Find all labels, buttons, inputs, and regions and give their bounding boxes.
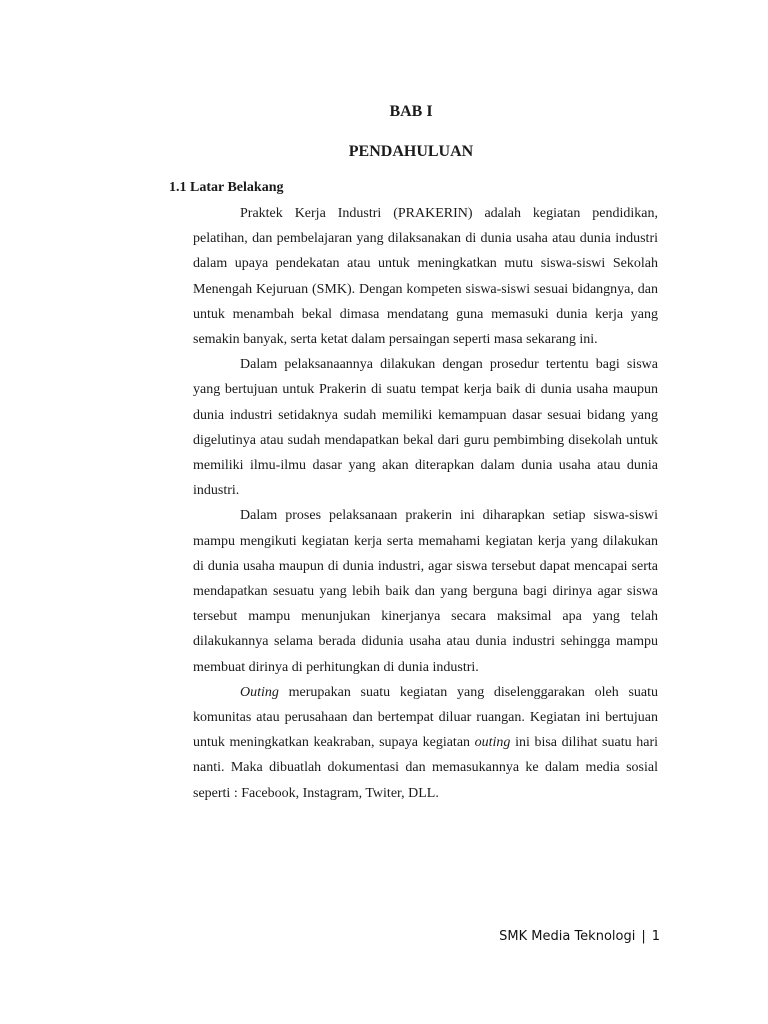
chapter-title: PENDAHULUAN [348,143,474,160]
body-text [193,201,658,806]
footer-separator: | [641,929,646,944]
paragraph-4 [193,680,658,806]
italic-term-outing: Outing [240,684,279,700]
italic-term-outing-2: outing [474,735,511,751]
chapter-number: BAB I [389,103,433,120]
footer-school-name: SMK Media Teknologi [499,929,636,944]
paragraph-4-text-2: ini bisa dilihat suatu hari nanti. Maka dibuatlah dokumentasi dan memasukannya ke dalam media sosial seperti : Facebook, Instagram, Twiter, DLL. [193,735,658,801]
section-heading: 1.1 Latar Belakang [169,180,284,195]
paragraph-3: Dalam proses pelaksanaan prakerin ini diharapkan setiap siswa-siswi mampu mengikuti kegiatan kerja serta memahami kegiatan kerja yang dilakukan di dunia usaha maupun di dunia industri, agar siswa tersebut dapat mencapai serta mendapatkan sesuatu yang lebih baik dan yang berguna bagi dirinya agar siswa tersebut mampu menunjukan kinerjanya secara maksimal apa yang telah dilakukannya selama berada didunia usaha atau dunia industri sehingga mampu membuat dirinya di perhitungkan di dunia industri. [193,508,658,675]
paragraph-4-text-1: merupakan suatu kegiatan yang diselenggarakan oleh suatu komunitas atau perusahaan dan bertempat diluar ruangan. Kegiatan ini bertujuan untuk meningkatkan keakraban, supaya kegiatan [193,684,658,751]
paragraph-2: Dalam pelaksanaannya dilakukan dengan prosedur tertentu bagi siswa yang bertujuan untuk Prakerin di suatu tempat kerja baik di dunia usaha maupun dunia industri setidaknya sudah memiliki kemampuan dasar sesuai bidang yang digelutinya atau sudah mendapatkan bekal dari guru pembimbing disekolah untuk memiliki ilmu-ilmu dasar yang akan diterapkan dalam dunia usaha atau dunia industri. [193,357,658,499]
page-number: 1 [651,929,660,944]
page-footer [499,929,660,944]
paragraph-1: Praktek Kerja Industri (PRAKERIN) adalah kegiatan pendidikan, pelatihan, dan pembelajaran yang dilaksanakan di dunia usaha atau dunia industri dalam upaya pendekatan atau untuk meningkatkan mutu siswa-siswi Sekolah Menengah Kejuruan (SMK). Dengan kompeten siswa-siswi sesuai bidangnya, dan untuk menambah bekal dimasa mendatang guna memasuki dunia kerja yang semakin banyak, serta ketat dalam persaingan seperti masa sekarang ini. [193,206,658,348]
